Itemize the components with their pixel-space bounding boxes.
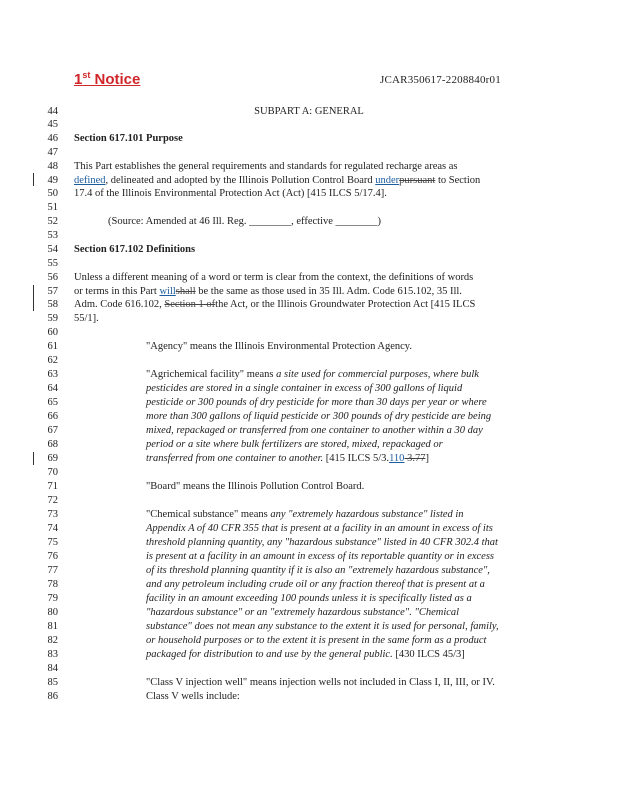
line-number: 75 xyxy=(47,537,58,548)
inserted-text: 110 xyxy=(389,453,405,464)
section-101-text-line: 17.4 of the Illinois Environmental Protection Act (Act) [415 ILCS 5/17.4]. xyxy=(74,188,387,199)
section-102-text-line: Adm. Code 616.102, Section 1 ofthe Act, or the Illinois Groundwater Protection Act [415 ILCS xyxy=(74,299,476,310)
source-note: (Source: Amended at 46 Ill. Reg. ________, effective ________) xyxy=(108,216,382,227)
change-bar-57-58 xyxy=(33,285,34,311)
line-number: 45 xyxy=(47,119,58,130)
inserted-text: defined xyxy=(74,175,106,186)
line-number: 54 xyxy=(47,244,58,255)
first-notice-label: 1st Notice xyxy=(74,70,141,88)
line-number: 69 xyxy=(47,453,58,464)
line-number: 84 xyxy=(47,663,58,674)
line-number: 67 xyxy=(47,425,58,436)
line-number: 83 xyxy=(47,649,58,660)
deleted-text: Section 1 of xyxy=(164,299,216,310)
line-number: 53 xyxy=(47,230,58,241)
document-id: JCAR350617-2208840r01 xyxy=(380,74,501,86)
section-102-text-line: or terms in this Part willshall be the same as those used in 35 Ill. Adm. Code 615.102, 35 Ill. xyxy=(74,286,462,297)
definition-agency: "Agency" means the Illinois Environmental Protection Agency. xyxy=(146,341,412,352)
change-bar-69 xyxy=(33,452,34,465)
deleted-text: shall xyxy=(175,286,196,297)
line-number: 56 xyxy=(47,272,58,283)
line-number: 70 xyxy=(47,467,58,478)
line-number: 48 xyxy=(47,161,58,172)
definition-board: "Board" means the Illinois Pollution Control Board. xyxy=(146,481,365,492)
subpart-title: SUBPART A: GENERAL xyxy=(254,106,364,117)
line-number: 61 xyxy=(47,341,58,352)
line-number: 74 xyxy=(47,523,58,534)
line-number: 72 xyxy=(47,495,58,506)
line-number: 44 xyxy=(47,106,58,117)
line-number: 79 xyxy=(47,593,58,604)
deleted-text: pursuant xyxy=(399,175,436,186)
line-number: 58 xyxy=(47,299,58,310)
inserted-text: will xyxy=(159,286,176,297)
section-101-text-line: defined, delineated and adopted by the Illinois Pollution Control Board underpursuant to Section xyxy=(74,175,481,186)
line-number: 86 xyxy=(47,691,58,702)
line-number: 49 xyxy=(47,175,58,186)
line-number: 63 xyxy=(47,369,58,380)
line-number: 76 xyxy=(47,551,58,562)
line-number: 66 xyxy=(47,411,58,422)
section-102-text-line: Unless a different meaning of a word or term is clear from the context, the definitions of words xyxy=(74,272,474,283)
line-number: 59 xyxy=(47,313,58,324)
line-number: 85 xyxy=(47,677,58,688)
section-101-heading: Section 617.101 Purpose xyxy=(74,133,183,144)
line-number: 62 xyxy=(47,355,58,366)
line-number: 68 xyxy=(47,439,58,450)
line-number: 81 xyxy=(47,621,58,632)
line-number: 65 xyxy=(47,397,58,408)
section-102-text-line: 55/1]. xyxy=(74,313,99,324)
line-number: 51 xyxy=(47,202,58,213)
change-bar-49 xyxy=(33,173,34,186)
line-number: 47 xyxy=(47,147,58,158)
line-number: 78 xyxy=(47,579,58,590)
inserted-text: under xyxy=(375,175,400,186)
line-number: 64 xyxy=(47,383,58,394)
line-number: 73 xyxy=(47,509,58,520)
line-number: 52 xyxy=(47,216,58,227)
line-number: 60 xyxy=(47,327,58,338)
section-102-heading: Section 617.102 Definitions xyxy=(74,244,196,255)
line-number: 57 xyxy=(47,286,58,297)
line-number: 77 xyxy=(47,565,58,576)
section-101-text-line: This Part establishes the general requirements and standards for regulated recharge areas as xyxy=(74,161,458,172)
deleted-text: 3.77 xyxy=(404,453,426,464)
line-number: 71 xyxy=(47,481,58,492)
line-number: 50 xyxy=(47,188,58,199)
line-number: 46 xyxy=(47,133,58,144)
line-number: 55 xyxy=(47,258,58,269)
line-number: 82 xyxy=(47,635,58,646)
line-number: 80 xyxy=(47,607,58,618)
